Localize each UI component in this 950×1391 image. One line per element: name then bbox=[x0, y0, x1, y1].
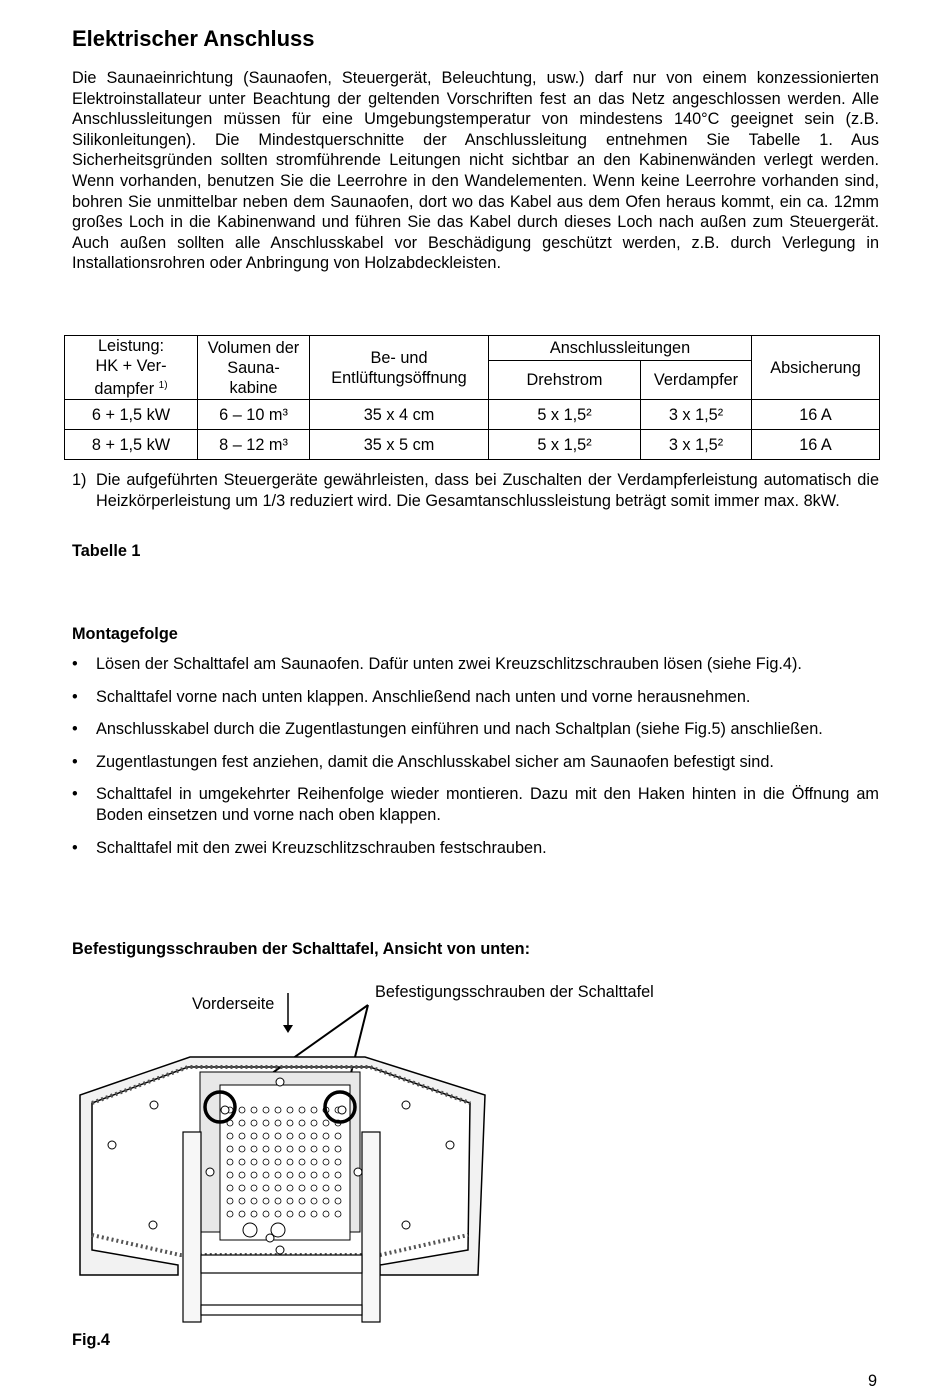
list-item: • Schalttafel in umgekehrter Reihenfolge wieder montieren. Dazu mit den Haken hinten in die Öffnung am Boden einsetzen und vorne nach oben klappen. bbox=[72, 785, 879, 824]
table-cell: 35 x 4 cm bbox=[310, 400, 489, 430]
list-item: • Lösen der Schalttafel am Saunaofen. Dafür unten zwei Kreuzschlitzschrauben lösen (siehe Fig.4). bbox=[72, 655, 802, 673]
table-cell: 16 A bbox=[752, 430, 880, 460]
table-cell: 8 – 12 m³ bbox=[198, 430, 310, 460]
table-cell: 8 + 1,5 kW bbox=[65, 430, 198, 460]
table-cell: 5 x 1,5² bbox=[489, 430, 641, 460]
footnote-ref: 1) bbox=[158, 380, 168, 391]
table-caption: Tabelle 1 bbox=[72, 542, 141, 560]
list-item: • Anschlusskabel durch die Zugentlastungen einführen und nach Schaltplan (siehe Fig.5) anschließen. bbox=[72, 720, 823, 739]
connection-table bbox=[64, 335, 880, 460]
header-be-entlueftung: Be- und Entlüftungsöffnung bbox=[310, 336, 489, 400]
table-cell: 6 – 10 m³ bbox=[198, 400, 310, 430]
label-front: Vorderseite bbox=[192, 995, 275, 1013]
table-row bbox=[65, 430, 880, 460]
table-cell: 3 x 1,5² bbox=[641, 400, 752, 430]
bullet: • bbox=[72, 838, 78, 857]
figure-caption: Fig.4 bbox=[72, 1331, 110, 1349]
table-row bbox=[65, 400, 880, 430]
list-item: • Zugentlastungen fest anziehen, damit die Anschlusskabel sicher am Saunaofen befestigt sind. bbox=[72, 752, 774, 771]
label-screws: Befestigungsschrauben der Schalttafel bbox=[375, 983, 654, 1001]
steps-list bbox=[72, 654, 879, 870]
figure-4 bbox=[70, 975, 770, 1335]
bullet: • bbox=[72, 687, 78, 706]
bullet: • bbox=[72, 720, 78, 739]
intro-paragraph: Die Saunaeinrichtung (Saunaofen, Steuergerät, Beleuchtung, usw.) darf nur von einem konzessionierten Elektroinstallateur unter Beachtung der geltenden Vorschriften fest an das Netz angeschlossen werden. Alle Anschlussleitungen müssen für eine Umgebungstemperatur von mindestens 140°C geeignet sein (z.B. Silikonleitungen). Die Mindestquerschnitte der Anschlussleitung entnehmen Sie Tabelle 1. Aus Sicherheitsgründen sollten stromführende Leitungen nicht sichtbar an den Kabinenwänden verlegt werden. Wenn vorhanden, benutzen Sie die Leerrohre in den Wandelementen. Wenn keine Leerrohre vorhanden sind, bohren Sie unmittelbar neben dem Saunaofen, dort wo das Kabel aus dem Ofen heraus kommt, ein ca. 12mm großes Loch in die Kabinenwand und führen Sie das Kabel durch dieses Loch nach außen zum Steuergerät. Auch außen sollten alle Anschlusskabel vor Beschädigung geschützt werden, z.B. durch Verlegung in Installationsrohren oder Anbringung von Holzabdeckleisten. bbox=[72, 69, 879, 273]
footnote-text: Die aufgeführten Steuergeräte gewährleisten, dass bei Zuschalten der Verdampferleistung automatisch die Heizkörperleistung um 1/3 reduziert wird. Die Gesamtanschlussleistung beträgt somit immer max. 8kW. bbox=[96, 471, 879, 510]
table-cell: 3 x 1,5² bbox=[641, 430, 752, 460]
header-drehstrom: Drehstrom bbox=[489, 361, 641, 400]
table-cell: 5 x 1,5² bbox=[489, 400, 641, 430]
header-verdampfer: Verdampfer bbox=[641, 361, 752, 400]
header-absicherung: Absicherung bbox=[752, 336, 880, 400]
table-footnote bbox=[72, 470, 879, 511]
heater-bottom-view-drawing bbox=[70, 975, 770, 1335]
bullet: • bbox=[72, 655, 78, 673]
list-item: • Schalttafel vorne nach unten klappen. Anschließend nach unten und vorne herausnehmen. bbox=[72, 687, 751, 706]
list-item: • Schalttafel mit den zwei Kreuzschlitzschrauben festschrauben. bbox=[72, 838, 547, 857]
header-anschlussleitungen: Anschlussleitungen bbox=[489, 336, 752, 361]
page-title: Elektrischer Anschluss bbox=[72, 26, 315, 51]
table-cell: 16 A bbox=[752, 400, 880, 430]
table-cell: 35 x 5 cm bbox=[310, 430, 489, 460]
steps-heading: Montagefolge bbox=[72, 625, 178, 643]
footnote-marker: 1) bbox=[72, 471, 87, 489]
table-cell: 6 + 1,5 kW bbox=[65, 400, 198, 430]
page-number: 9 bbox=[868, 1372, 878, 1390]
header-volumen: Volumen der Sauna- kabine bbox=[198, 336, 310, 400]
bullet: • bbox=[72, 752, 78, 771]
header-leistung: Leistung: HK + Ver- dampfer $^{1)}$ bbox=[65, 336, 198, 400]
bullet: • bbox=[72, 785, 78, 804]
figure-heading: Befestigungsschrauben der Schalttafel, Ansicht von unten: bbox=[72, 940, 531, 958]
